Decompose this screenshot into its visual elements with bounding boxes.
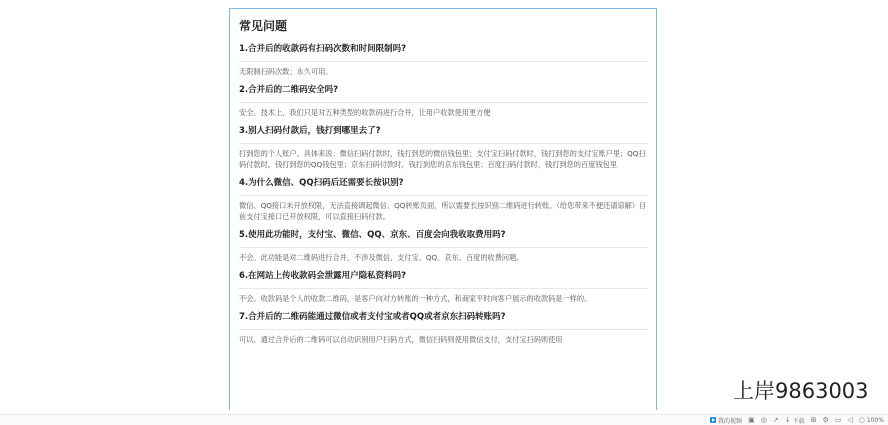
faq-answer-2: 安全。技术上，我们只是对五种类型的收款码进行合并，让用户收款使用更方便: [239, 108, 491, 117]
barrage-icon[interactable]: ◎: [760, 416, 767, 424]
zoom-icon: ○: [858, 416, 865, 424]
screenshot-icon[interactable]: ▣: [748, 416, 755, 424]
divider: [239, 329, 648, 330]
faq-title: 常见问题: [239, 19, 288, 33]
watermark-text: 上岸9863003: [733, 379, 869, 403]
divider: [239, 247, 648, 248]
zoom-level: 100%: [866, 416, 884, 424]
faq-question-4: 4.为什么微信、QQ扫码后还需要长按识别?: [239, 178, 404, 188]
faq-answer-4: 微信、QQ接口未开放权限，无法直接调起微信、QQ转账页面，所以需要长按识别二维码进行转账。（给您带来不便还请谅解）目前支付宝接口已开放权限，可以直接扫码付款。: [239, 201, 647, 221]
faq-question-5: 5.使用此功能时，支付宝、微信、QQ、京东、百度会向我收取费用吗?: [239, 230, 506, 240]
faq-question-3: 3.别人扫码付款后，钱打到哪里去了?: [239, 126, 381, 136]
my-video-label: 我的视频: [718, 417, 743, 425]
divider: [239, 61, 648, 62]
player-status-bar: [0, 414, 888, 425]
faq-answer-6: 不会。收款码是个人的收款二维码，是客户向对方转账的一种方式，和商家平时向客户展示的收款码是一样的。: [239, 294, 592, 303]
divider: [239, 102, 648, 103]
faq-question-6: 6.在网站上传收款码会泄露用户隐私资料吗?: [239, 271, 407, 281]
settings-icon[interactable]: ⚙: [822, 416, 829, 424]
volume-icon[interactable]: ◁: [847, 416, 853, 424]
faq-question-7: 7.合并后的二维码能通过微信或者支付宝或者QQ或者京东扫码转账吗?: [239, 312, 506, 322]
download-label: 下载: [792, 417, 805, 425]
divider: [239, 195, 648, 196]
play-icon: [710, 417, 716, 423]
download-icon: ↓: [784, 416, 791, 424]
window-icon[interactable]: ▭: [834, 416, 842, 424]
faq-answer-1: 无限制扫码次数；永久可用。: [239, 67, 333, 76]
zoom-control[interactable]: [859, 416, 884, 424]
faq-answer-7: 可以。通过合并后的二维码可以自动识别用户扫码方式，微信扫码则使用微信支付，支付宝扫码则使用: [239, 335, 563, 344]
faq-answer-5: 不会。此功能是对二维码进行合并，不涉及微信、支付宝、QQ、京东、百度的收费问题。: [239, 253, 524, 262]
divider: [239, 288, 648, 289]
grid-icon[interactable]: ⊞: [810, 416, 817, 424]
status-bar-controls: [710, 415, 884, 425]
faq-answer-3: 打到您的个人账户。具体来说：微信扫码付款时，钱打到您的微信钱包里；支付宝扫码付款时，钱打到您的支付宝账户里；QQ扫码付款时，钱打到您的QQ钱包里；京东扫码付款时，钱打到您的京东钱包里；百度扫码付款时，钱打到您的百度钱包里: [239, 149, 646, 169]
share-icon[interactable]: ↗: [772, 416, 779, 424]
divider: [239, 143, 648, 144]
faq-question-1: 1.合并后的收款码有扫码次数和时间限制吗?: [239, 44, 407, 54]
download-button[interactable]: [785, 416, 805, 425]
faq-panel: [229, 8, 657, 410]
my-video-button[interactable]: [710, 416, 742, 425]
faq-question-2: 2.合并后的二维码安全吗?: [239, 85, 339, 95]
